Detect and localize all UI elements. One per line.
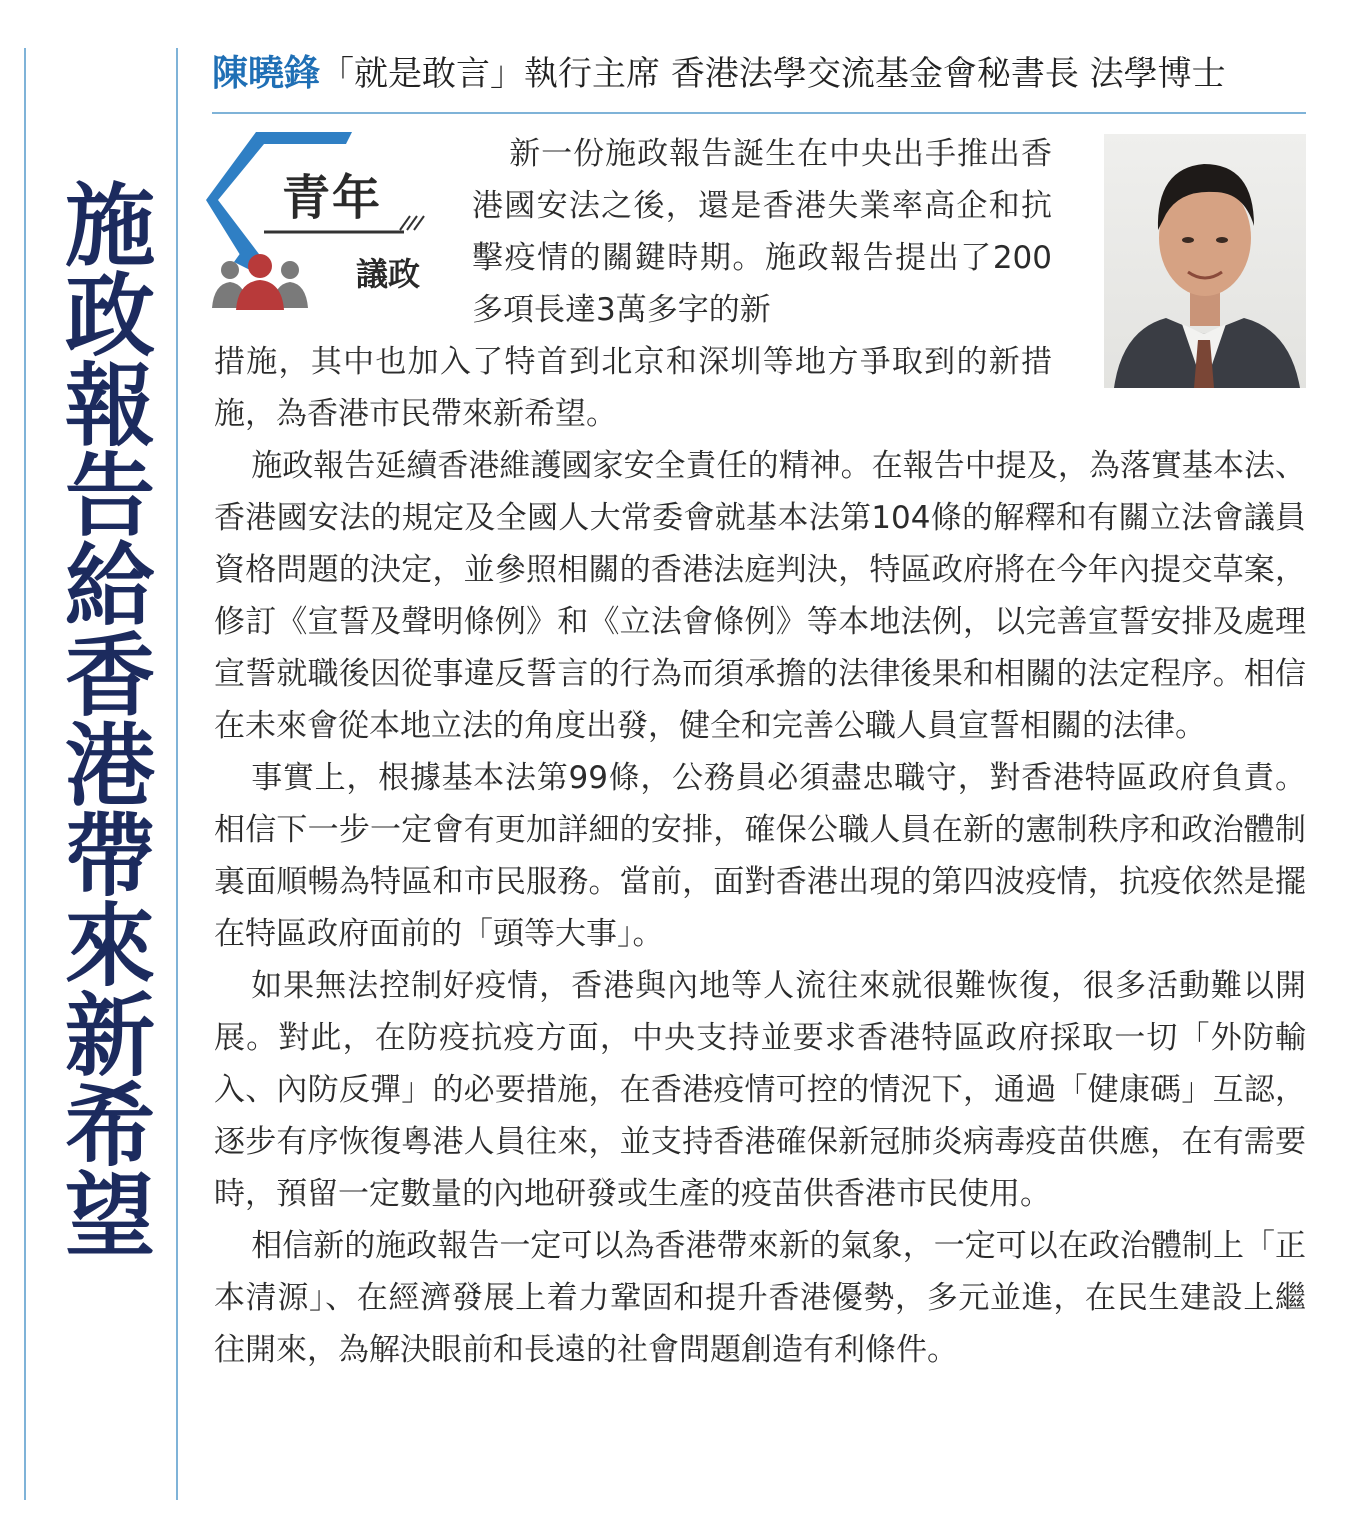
paragraph-2: 施政報告延續香港維護國家安全責任的精神。在報告中提及，為落實基本法、香港國安法的規定及全國人大常委會就基本法第104條的解釋和有關立法會議員資格問題的決定，並參照相關的香港法庭判決，特區政府將在今年內提交草案，修訂《宣誓及聲明條例》和《立法會條例》等本地法例，以完善宣誓安排及處理宣誓就職後因從事違反誓言的行為而須承擔的法律後果和相關的法定程序。相信在未來會從本地立法的角度出發，健全和完善公職人員宣誓相關的法律。 — [214, 448, 1306, 744]
author-title: 「就是敢言」執行主席 香港法學交流基金會秘書長 法學博士 — [320, 54, 1226, 94]
author-portrait-graphic — [1104, 134, 1306, 388]
author-name: 陳曉鋒 — [212, 53, 321, 94]
paragraph-5: 相信新的施政報告一定可以為香港帶來新的氣象，一定可以在政治體制上「正本清源」、在經濟發展上着力鞏固和提升香港優勢，多元並進，在民生建設上繼往開來，為解決眼前和長遠的社會問題創造有利條件。 — [214, 1228, 1306, 1368]
byline-rule — [212, 112, 1306, 114]
paragraph-3: 事實上，根據基本法第99條，公務員必須盡忠職守，對香港特區政府負責。相信下一步一定會有更加詳細的安排，確保公職人員在新的憲制秩序和政治體制裏面順暢為特區和市民服務。當前，面對香港出現的第四波疫情，抗疫依然是擺在特區政府面前的「頭等大事」。 — [214, 760, 1306, 952]
column-logo-subtitle: 議政 — [356, 255, 421, 293]
paragraph-1-lead: 新一份施政報告誕生在中央出手推出香港國安法之後，還是香港失業率高企和抗擊疫情的關鍵時期。施政報告提出了200多項長達3萬多字的新 — [472, 136, 1052, 328]
headline-column-rule — [176, 48, 178, 1500]
left-column-rule — [24, 48, 26, 1500]
byline — [212, 48, 1312, 100]
paragraph-4: 如果無法控制好疫情，香港與內地等人流往來就很難恢復，很多活動難以開展。對此，在防疫抗疫方面，中央支持並要求香港特區政府採取一切「外防輸入、內防反彈」的必要措施，在香港疫情可控的情況下，通過「健康碼」互認，逐步有序恢復粵港人員往來，並支持香港確保新冠肺炎病毒疫苗供應，在有需要時，預留一定數量的內地研發或生產的疫苗供香港市民使用。 — [214, 968, 1306, 1212]
column-logo — [204, 130, 464, 320]
people-group-icon — [212, 254, 308, 310]
article-body — [214, 440, 1306, 1376]
paragraph-1-continued: 措施，其中也加入了特首到北京和深圳等地方爭取到的新措施，為香港市民帶來新希望。 — [214, 344, 1052, 432]
column-logo-title: 青年 — [282, 170, 383, 226]
headline: 施政報告給香港帶來新希望 — [49, 178, 154, 1258]
author-photo — [1104, 134, 1306, 388]
